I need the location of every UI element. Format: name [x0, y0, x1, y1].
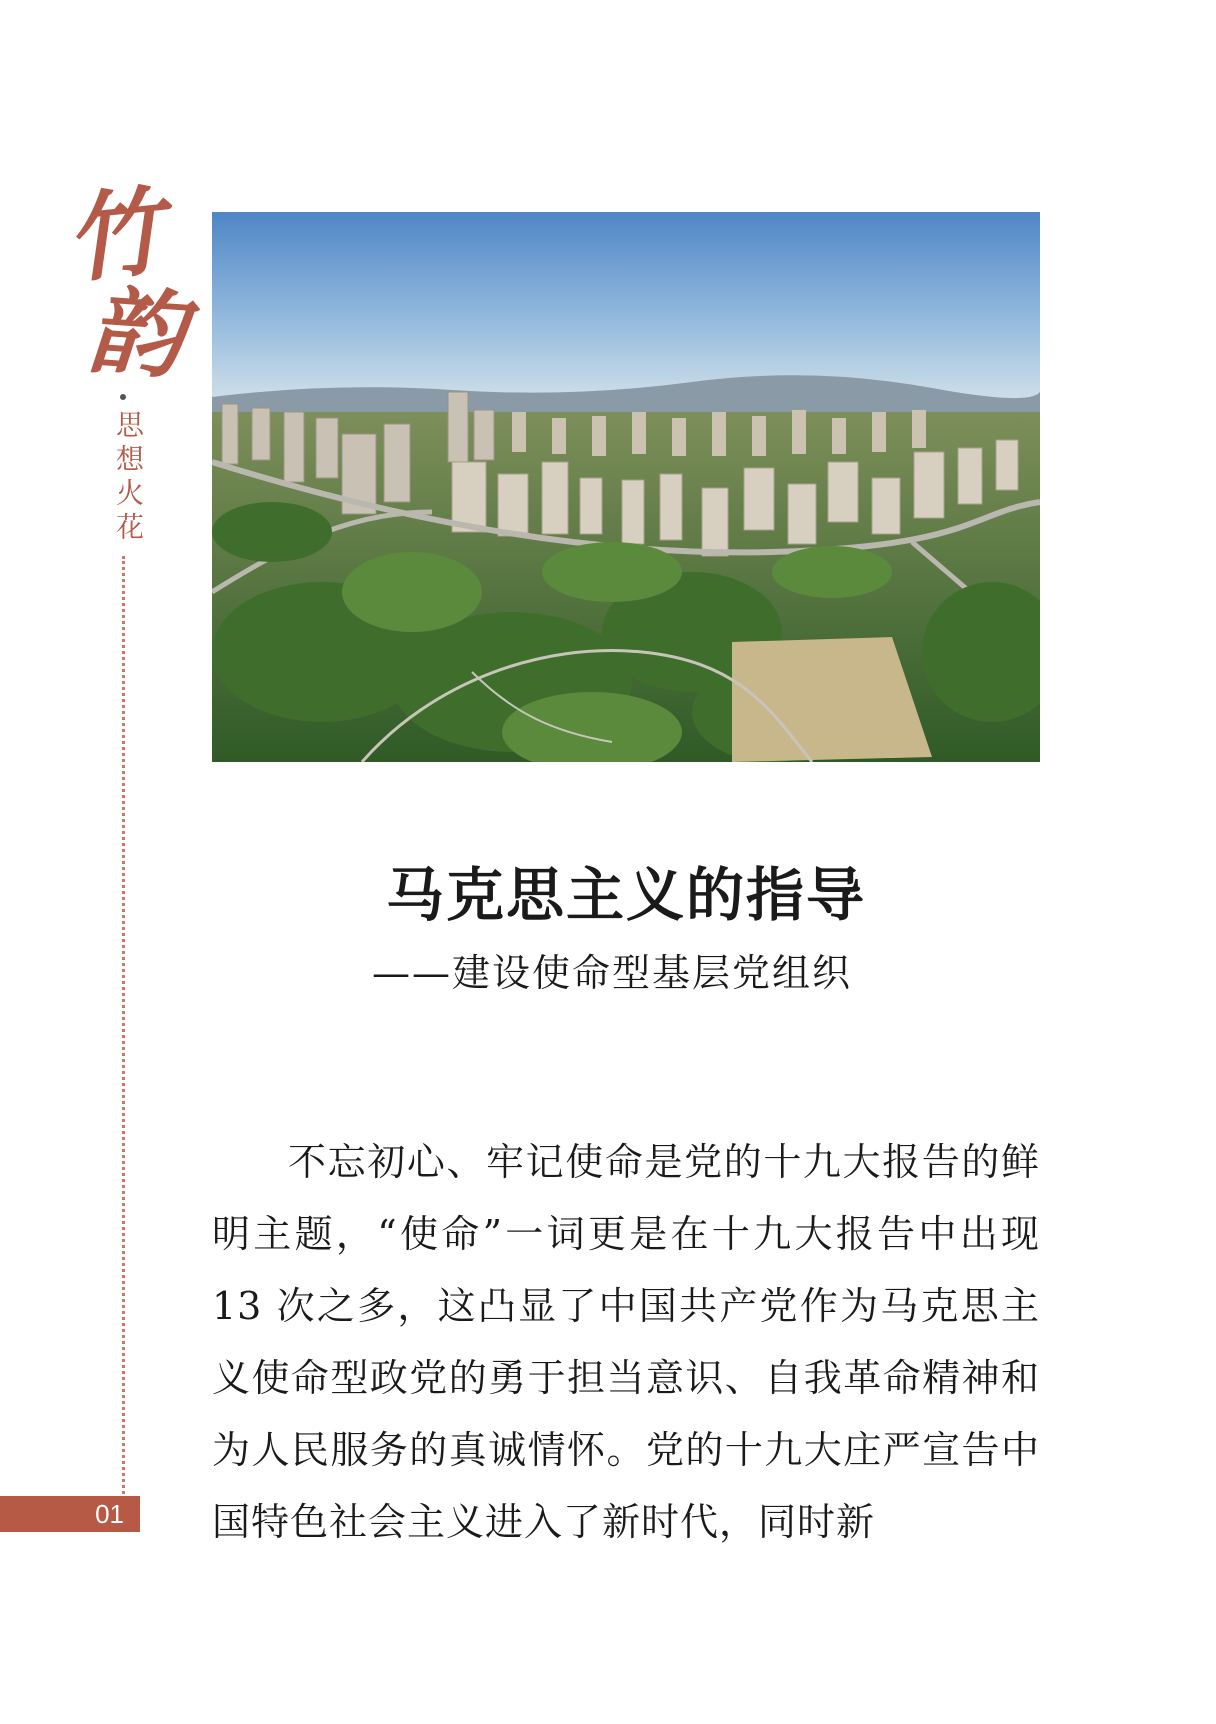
hero-photo [212, 212, 1040, 762]
brand-char-zhu: 竹 [60, 174, 168, 297]
section-label: 思想火花 [112, 410, 145, 546]
dotted-divider [122, 556, 125, 1494]
article-title: 马克思主义的指导 [385, 861, 866, 929]
article-body: 不忘初心、牢记使命是党的十九大报告的鲜明主题，“使命”一词更是在十九大报告中出现 13 次之多，这凸显了中国共产党作为马克思主义使命型政党的勇于担当意识、自我革命精神和为人民服务的真诚情怀。党的十九大庄严宣告中国特色社会主义进入了新时代，同时新 [212, 1140, 1040, 1544]
separator-dot [120, 394, 126, 400]
article-subtitle: ——建设使命型基层党组织 [372, 951, 853, 995]
aerial-city-photo [212, 212, 1040, 762]
brand-char-yun: 韵 [84, 273, 188, 394]
page-number: 01 [0, 1496, 140, 1532]
